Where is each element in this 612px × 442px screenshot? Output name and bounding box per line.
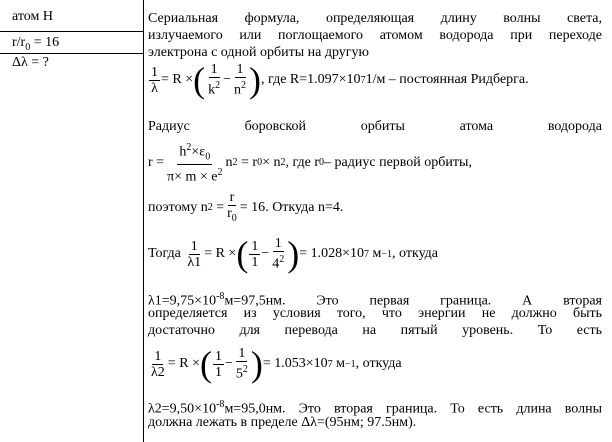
bohr-radius-formula: r = $\frac{h^2\times\varepsilon_0}{\pi\times m \times e^2}$ n 2 = r 0 × n 2 , где r 0 – радиус первой орбиты, [148,142,472,186]
lambda1-formula: Тогда $\frac{1}{\lambda 1}$ = R × ( $\frac{1}{1}$ − $\frac{1}{4^2}$ ) = 1.028×10 7 м −1 , откуда [148,234,439,274]
column-divider [143,0,144,442]
given-divider-1 [0,31,143,32]
text-line: должна лежать в пределе Δλ=(95нм; 97.5нм). [148,415,417,430]
text-line: электрона с одной орбиты на другую [148,45,369,60]
given-ratio: $r/r_0 = 16$ [12,35,60,53]
n-value-formula: поэтому n 2 = $\frac{r}{r_0}$ = 16 . Откуда n=4. [148,190,344,224]
text-line: излучаемого или поглощаемого атомом водорода при переходе [148,28,602,43]
text-line: Радиус боровской орбиты атома водорода [148,119,602,134]
text-line: определяется из условия того, что энергии не должно быть [148,306,602,321]
given-atom: атом Н [12,9,53,24]
text-line: $\lambda 1=9,75\times 10^{-8}м=97,5нм$. Это первая граница. А вторая [148,291,602,309]
lambda2-formula: $\frac{1}{\lambda 2}$ = R × ( $\frac{1}{1}$ − $\frac{1}{5^2}$ ) = 1.053×10 7 м −1 , откуда [151,344,402,384]
text-line: Сериальная формула, определяющая длину волны света, [148,11,602,26]
given-unknown: Δλ = ? [12,55,49,70]
text-line: достаточно для перевода на пятый уровень. То есть [148,323,602,338]
rydberg-formula: $\frac{1}{\lambda}$ = R × ( $\frac{1}{k^2}$ − $\frac{1}{n^2}$ ) , где R=1.097×10 7 1/м – постоянная Ридберга. [151,60,529,100]
text-line: $\lambda 2=9,50\times 10^{-8}м=95,0нм$. Это вторая граница. То есть длина волны [148,399,602,417]
given-divider-2 [0,53,143,54]
